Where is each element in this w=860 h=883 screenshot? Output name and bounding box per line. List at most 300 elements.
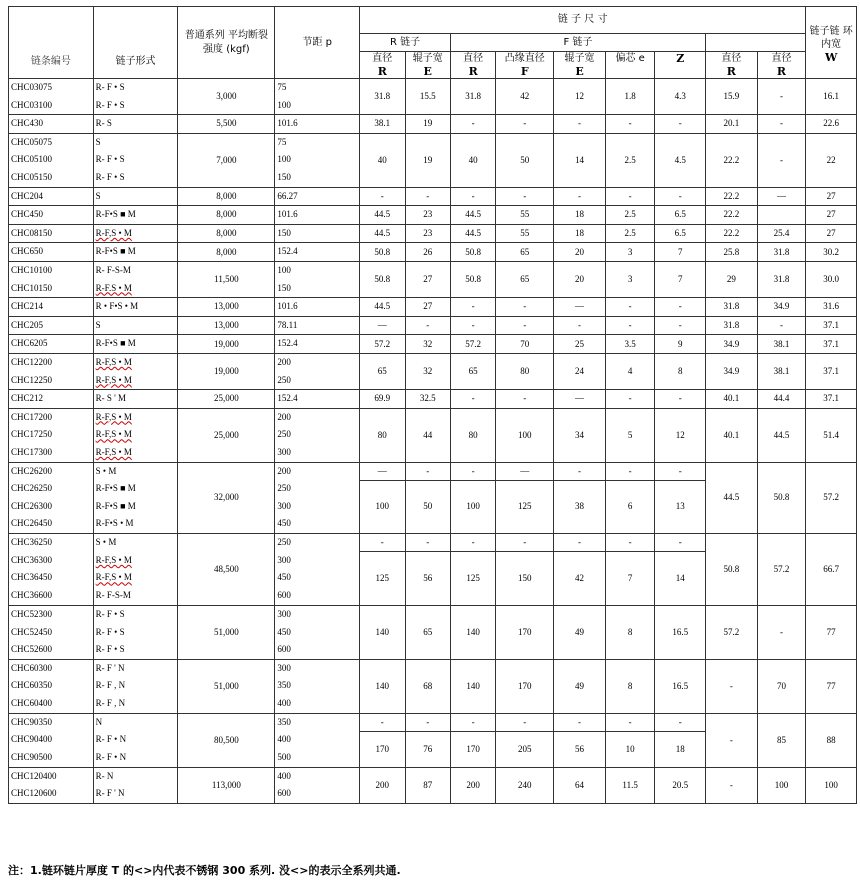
chain-code-line: CHC204 [11, 190, 44, 201]
chain-code [9, 408, 94, 462]
dim-cell: 125 [496, 480, 554, 534]
dim-cell: 44.5 [757, 408, 806, 462]
dim-cell: - [554, 316, 606, 335]
strength-cell: 25,000 [178, 390, 275, 409]
header-blank [706, 34, 806, 52]
pitch-cell [275, 462, 360, 534]
chain-code-line: CHC17250 [11, 429, 53, 440]
chain-form-line: R-F•S ■ M [95, 483, 136, 494]
dim-cell: - [450, 390, 495, 409]
inner-width-top: 链子链 环 [809, 26, 853, 37]
table-row [9, 316, 857, 335]
dim-cell: 44.5 [360, 206, 405, 225]
chain-form [93, 335, 178, 354]
dim-cell: 16.5 [655, 659, 706, 713]
dim-cell: 200 [450, 767, 495, 803]
dim-cell: - [405, 316, 450, 335]
chain-form-line: R-F,S • M [95, 446, 132, 457]
dim-cell: 16.1 [806, 79, 857, 115]
chain-form-line: R-F,S • M [95, 411, 132, 422]
dim-cell: — [360, 316, 405, 335]
dim-cell: 2.5 [605, 206, 655, 225]
chain-code-line: CHC90500 [11, 751, 53, 762]
chain-form [93, 187, 178, 206]
dim-cell: 7 [655, 243, 706, 262]
dim-cell: 69.9 [360, 390, 405, 409]
dim-cell: 27 [806, 224, 857, 243]
pitch-cell [275, 187, 360, 206]
dim-cell: - [605, 115, 655, 134]
dim-cell: 10 [605, 731, 655, 767]
header-sub-sym: E [423, 65, 432, 78]
strength-cell: 13,000 [178, 316, 275, 335]
header-r-chain: R 链子 [360, 34, 451, 52]
chain-code-line: CHC90400 [11, 734, 53, 745]
chain-code [9, 187, 94, 206]
chain-form-line: R- F • N [95, 734, 127, 745]
strength-cell: 19,000 [178, 335, 275, 354]
chain-form-line: R-F•S • M [95, 518, 134, 529]
chain-code [9, 353, 94, 389]
chain-form-line: R-F,S • M [95, 356, 132, 367]
table-row [9, 243, 857, 262]
dim-cell: 4.3 [655, 79, 706, 115]
table-body [9, 79, 857, 804]
dim-cell: - [605, 462, 655, 480]
inner-width-sym: W [824, 51, 838, 64]
dim-cell: 38.1 [360, 115, 405, 134]
dim-cell: 170 [450, 731, 495, 767]
pitch-cell-line: 100 [277, 154, 291, 165]
dim-cell: 20 [554, 261, 606, 297]
header-sub-sym: R [726, 65, 736, 78]
chain-form [93, 316, 178, 335]
dim-cell: - [655, 462, 706, 480]
chain-form-line: R- N [95, 770, 114, 781]
dim-cell: 55 [496, 224, 554, 243]
chain-form-line: R • F•S • M [95, 301, 139, 312]
dim-cell: - [706, 659, 758, 713]
dim-cell: - [655, 298, 706, 317]
pitch-cell-line: 300 [277, 662, 291, 673]
pitch-cell [275, 534, 360, 606]
dim-cell: 50.8 [450, 243, 495, 262]
chain-form-line: R- F • S [95, 99, 125, 110]
chain-form [93, 243, 178, 262]
dim-cell: 50.8 [450, 261, 495, 297]
pitch-cell [275, 243, 360, 262]
dim-cell: 57.2 [360, 335, 405, 354]
pitch-cell [275, 298, 360, 317]
dim-cell: 66.7 [806, 534, 857, 606]
dim-cell: - [605, 187, 655, 206]
dim-cell: 27 [405, 298, 450, 317]
chain-form [93, 767, 178, 803]
dim-cell: 50.8 [706, 534, 758, 606]
chain-form-line: R-F,S • M [95, 227, 132, 238]
chain-form-line: R-F•S ■ M [95, 500, 136, 511]
chain-code [9, 390, 94, 409]
chain-form-line: S • M [95, 537, 117, 548]
chain-code-line: CHC10100 [11, 264, 53, 275]
pitch-cell-line: 400 [277, 770, 291, 781]
chain-code-line: CHC05075 [11, 136, 53, 147]
dim-cell: 170 [360, 731, 405, 767]
dim-cell: - [605, 390, 655, 409]
dim-cell: 140 [360, 659, 405, 713]
dim-cell: 37.1 [806, 316, 857, 335]
dim-cell: 20.1 [706, 115, 758, 134]
chain-code [9, 767, 94, 803]
dim-cell: — [757, 187, 806, 206]
pitch-cell-line: 400 [277, 698, 291, 709]
strength-cell: 7,000 [178, 133, 275, 187]
dim-cell: 44.5 [706, 462, 758, 534]
dim-cell: 25.4 [757, 224, 806, 243]
chain-form-line: R- F • S [95, 82, 125, 92]
dim-cell: 56 [405, 552, 450, 606]
strength-cell: 13,000 [178, 298, 275, 317]
pitch-cell-line: 300 [277, 609, 291, 620]
chain-code [9, 335, 94, 354]
pitch-cell-line: 250 [277, 429, 291, 440]
dim-cell: - [450, 298, 495, 317]
chain-form-line: R- F • S [95, 154, 125, 165]
dim-cell: — [360, 462, 405, 480]
dim-cell: 50.8 [757, 462, 806, 534]
pitch-cell-line: 500 [277, 751, 291, 762]
chain-code-line: CHC03075 [11, 82, 53, 92]
chain-form-line: N [95, 716, 103, 727]
chain-form-line: R-F,S • M [95, 429, 132, 440]
dim-cell: 15.5 [405, 79, 450, 115]
dim-cell: 65 [496, 261, 554, 297]
dim-cell: - [757, 133, 806, 187]
pitch-cell [275, 115, 360, 134]
dim-cell: - [450, 534, 495, 552]
dim-cell: - [655, 534, 706, 552]
dim-cell: 15.9 [706, 79, 758, 115]
chain-code-line: CHC36600 [11, 590, 53, 601]
dim-cell: 24 [554, 353, 606, 389]
dim-cell: - [405, 713, 450, 731]
dim-cell: 18 [655, 731, 706, 767]
pitch-cell-line: 101.6 [277, 301, 298, 312]
dim-cell: 68 [405, 659, 450, 713]
chain-form-line: R-F.S • M [95, 282, 132, 293]
strength-cell: 25,000 [178, 408, 275, 462]
pitch-cell-line: 66.27 [277, 190, 298, 201]
dim-cell: 40 [450, 133, 495, 187]
header-f-chain: F 链子 [450, 34, 705, 52]
chain-form-line: R-F•S ■ M [95, 246, 136, 257]
chain-code-line: CHC120600 [11, 788, 57, 799]
dim-cell: 23 [405, 224, 450, 243]
header-sub-sym: R [377, 65, 387, 78]
strength-cell: 80,500 [178, 713, 275, 767]
chain-form [93, 261, 178, 297]
dim-cell: 140 [450, 659, 495, 713]
pitch-cell-line: 600 [277, 788, 291, 799]
chain-form-line: S [95, 319, 101, 330]
pitch-cell-line: 101.6 [277, 118, 298, 129]
chain-code-line: CHC52600 [11, 644, 53, 655]
pitch-cell-line: 152.4 [277, 338, 298, 349]
dim-cell: 2.5 [605, 133, 655, 187]
chain-code-line: CHC205 [11, 319, 44, 330]
table-row [9, 408, 857, 462]
dim-cell: 3 [605, 243, 655, 262]
strength-cell: 11,500 [178, 261, 275, 297]
dim-cell: - [496, 115, 554, 134]
chain-code-line: CHC36300 [11, 554, 53, 565]
dim-cell: 32 [405, 335, 450, 354]
dim-cell: 200 [360, 767, 405, 803]
chain-form [93, 534, 178, 606]
pitch-cell [275, 767, 360, 803]
dim-cell: - [605, 298, 655, 317]
pitch-cell-line: 152.4 [277, 246, 298, 257]
dim-cell: 20 [554, 243, 606, 262]
dim-cell: 31.8 [757, 261, 806, 297]
table-row [9, 767, 857, 803]
dim-cell: 42 [554, 552, 606, 606]
dim-cell: 6.5 [655, 224, 706, 243]
chain-form-line: R- F • S [95, 609, 125, 620]
strength-cell: 51,000 [178, 606, 275, 660]
dim-cell: 30.0 [806, 261, 857, 297]
dim-cell: - [554, 534, 606, 552]
dim-cell: 44 [405, 408, 450, 462]
dim-cell: 27 [405, 261, 450, 297]
dim-cell: 49 [554, 659, 606, 713]
header-inner-width [806, 7, 857, 79]
footnote: 注：1.链环链片厚度 T 的<>内代表不锈钢 300 系列. 没<>的表示全系列共通. [8, 864, 401, 877]
chain-form-line: S • M [95, 465, 117, 476]
dim-cell: 1.8 [605, 79, 655, 115]
strength-cell: 8,000 [178, 187, 275, 206]
chain-code [9, 462, 94, 534]
chain-form-line: R- F • S [95, 626, 125, 637]
chain-form-line: R-F•S ■ M [95, 209, 136, 220]
dim-cell: 14 [554, 133, 606, 187]
dim-cell: - [405, 462, 450, 480]
chain-spec-table [8, 6, 857, 804]
dim-cell: 57.2 [806, 462, 857, 534]
dim-cell: 44.5 [360, 224, 405, 243]
table-row [9, 659, 857, 713]
dim-cell: 27 [806, 206, 857, 225]
pitch-cell-line: 300 [277, 500, 291, 511]
dim-cell: 44.5 [450, 206, 495, 225]
header-sub-col [554, 52, 606, 79]
dim-cell: - [706, 713, 758, 767]
chain-form-line: R- F ' N [95, 788, 125, 799]
chain-code [9, 224, 94, 243]
dim-cell: 34.9 [757, 298, 806, 317]
chain-code-line: CHC17300 [11, 446, 53, 457]
dim-cell: 8 [655, 353, 706, 389]
dim-cell: - [496, 534, 554, 552]
chain-form [93, 133, 178, 187]
chain-code [9, 133, 94, 187]
chain-code-line: CHC05150 [11, 171, 53, 182]
chain-code-line: CHC650 [11, 246, 44, 257]
dim-cell: 37.1 [806, 390, 857, 409]
dim-cell: 100 [360, 480, 405, 534]
dim-cell: - [706, 767, 758, 803]
chain-code-line: CHC17200 [11, 411, 53, 422]
chain-form [93, 79, 178, 115]
dim-cell: 19 [405, 115, 450, 134]
dim-cell: 80 [360, 408, 405, 462]
dim-cell: - [554, 713, 606, 731]
chain-form-line: R- F , N [95, 680, 126, 691]
chain-code-line: CHC12200 [11, 356, 53, 367]
dim-cell: 88 [806, 713, 857, 767]
chain-code-line: CHC26250 [11, 483, 53, 494]
chain-form-line: R-F,S • M [95, 554, 132, 565]
pitch-cell-line: 350 [277, 716, 291, 727]
dim-cell: 38 [554, 480, 606, 534]
dim-cell: — [496, 462, 554, 480]
chain-form-line: R-F•S ■ M [95, 338, 136, 349]
chain-form-line: R- F , N [95, 698, 126, 709]
chain-form-line: S [95, 136, 101, 147]
pitch-cell-line: 200 [277, 465, 291, 476]
dim-cell: - [496, 390, 554, 409]
chain-form [93, 408, 178, 462]
dim-cell: 4 [605, 353, 655, 389]
dim-cell: 65 [360, 353, 405, 389]
chain-form [93, 206, 178, 225]
dim-cell: 32.5 [405, 390, 450, 409]
pitch-cell-line: 78.11 [277, 319, 298, 330]
dim-cell: 22.2 [706, 133, 758, 187]
header-strength: 普通系列 平均断裂 强度 (kgf) [178, 7, 275, 79]
chain-code-line: CHC90350 [11, 716, 53, 727]
header-form: 链子形式 [93, 7, 178, 79]
dim-cell: 50 [496, 133, 554, 187]
pitch-cell-line: 152.4 [277, 393, 298, 404]
dim-cell: 80 [450, 408, 495, 462]
chain-code [9, 206, 94, 225]
dim-cell: 34.9 [706, 335, 758, 354]
pitch-cell [275, 316, 360, 335]
header-sub-col [655, 52, 706, 79]
dim-cell: 6.5 [655, 206, 706, 225]
header-sub-sym: Z [676, 52, 685, 65]
chain-code [9, 298, 94, 317]
table-row [9, 713, 857, 731]
chain-code-line: CHC12250 [11, 374, 53, 385]
dim-cell: - [554, 187, 606, 206]
table-row [9, 462, 857, 480]
dim-cell: 25.8 [706, 243, 758, 262]
chain-form-line: R- S ' M [95, 393, 127, 404]
dim-cell: — [554, 298, 606, 317]
chain-form-line: R- F ' N [95, 662, 125, 673]
pitch-cell-line: 200 [277, 356, 291, 367]
chain-form-line: R- S [95, 118, 112, 129]
pitch-cell [275, 659, 360, 713]
chain-form-line: R- F • S [95, 171, 125, 182]
dim-cell: 100 [806, 767, 857, 803]
pitch-cell-line: 100 [277, 264, 291, 275]
chain-code [9, 316, 94, 335]
table-row [9, 206, 857, 225]
dim-cell: 170 [496, 606, 554, 660]
header-sub-col [605, 52, 655, 79]
chain-code-line: CHC60350 [11, 680, 53, 691]
dim-cell [757, 206, 806, 225]
header-sub-col [360, 52, 405, 79]
dim-cell: 34 [554, 408, 606, 462]
dim-cell: 8 [605, 606, 655, 660]
dim-cell: 65 [405, 606, 450, 660]
pitch-cell-line: 600 [277, 644, 291, 655]
chain-form-line: R-F,S • M [95, 572, 132, 583]
chain-code-line: CHC26200 [11, 465, 53, 476]
dim-cell: 12 [554, 79, 606, 115]
dim-cell: 20.5 [655, 767, 706, 803]
dim-cell: - [496, 316, 554, 335]
dim-cell: 205 [496, 731, 554, 767]
dim-cell: - [757, 79, 806, 115]
dim-cell: 55 [496, 206, 554, 225]
strength-cell: 3,000 [178, 79, 275, 115]
chain-code-line: CHC10150 [11, 282, 53, 293]
strength-cell: 8,000 [178, 206, 275, 225]
table-row [9, 79, 857, 115]
dim-cell: 44.5 [360, 298, 405, 317]
dim-cell: 37.1 [806, 335, 857, 354]
chain-code [9, 261, 94, 297]
dim-cell: 150 [496, 552, 554, 606]
chain-code-line: CHC36450 [11, 572, 53, 583]
chain-form-line: R- F • S [95, 644, 125, 655]
header-sub-label: 直径 [463, 53, 484, 64]
chain-code [9, 115, 94, 134]
pitch-cell-line: 100 [277, 99, 291, 110]
chain-code-line: CHC08150 [11, 227, 53, 238]
dim-cell: 125 [360, 552, 405, 606]
chain-code [9, 606, 94, 660]
strength-cell: 5,500 [178, 115, 275, 134]
dim-cell: 56 [554, 731, 606, 767]
chain-code-line: CHC450 [11, 209, 44, 220]
chain-form [93, 659, 178, 713]
dim-cell: 8 [605, 659, 655, 713]
dim-cell: 14 [655, 552, 706, 606]
dim-cell: - [450, 316, 495, 335]
pitch-cell [275, 353, 360, 389]
chain-code-line: CHC430 [11, 118, 44, 129]
dim-cell: 4.5 [655, 133, 706, 187]
chain-code-line: CHC212 [11, 393, 44, 404]
dim-cell: 16.5 [655, 606, 706, 660]
dim-cell: 57.2 [706, 606, 758, 660]
header-sub-label: 辊子宽 [564, 53, 595, 64]
header-sub-label: 直径 [721, 53, 742, 64]
dim-cell: - [757, 115, 806, 134]
dim-cell: 18 [554, 224, 606, 243]
dim-cell: - [757, 606, 806, 660]
pitch-cell [275, 79, 360, 115]
header-sub-col [405, 52, 450, 79]
strength-cell: 48,500 [178, 534, 275, 606]
pitch-cell [275, 133, 360, 187]
